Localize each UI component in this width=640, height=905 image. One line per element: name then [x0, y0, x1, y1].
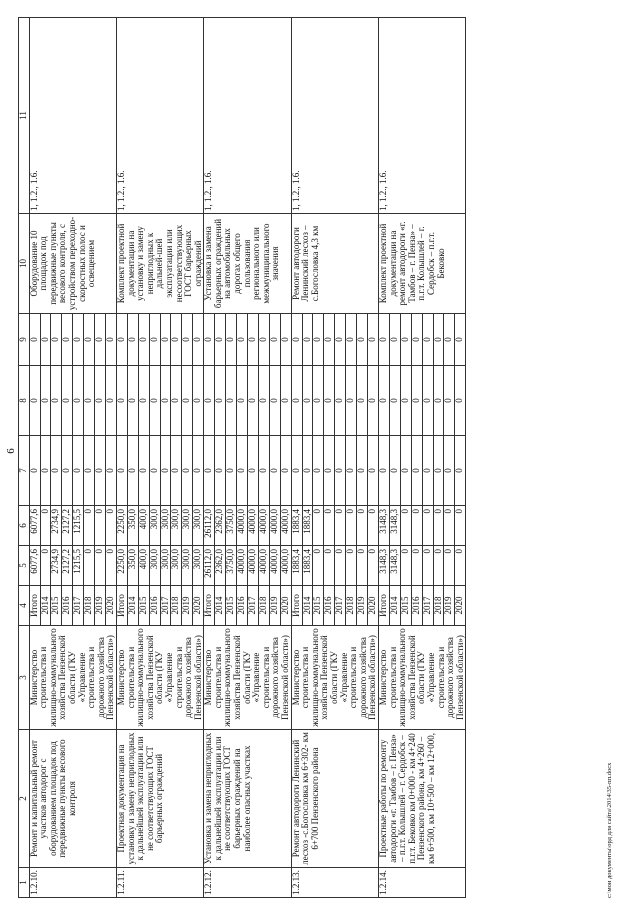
- executor-name: Министерство строительства и жилищно-коммунального хозяйства Пензенской области (ГКУ «Управление строительства и дорожного хозяйства Пензенской области»): [116, 626, 203, 730]
- total-funding-cell: 3148,3: [389, 546, 400, 586]
- other-sources-cell: 0: [237, 314, 248, 366]
- other-sources-cell: 0: [29, 314, 40, 366]
- federal-budget-cell: 0: [40, 436, 51, 506]
- measure-number: 1.2.12.: [204, 868, 291, 898]
- period-cell: 2015: [400, 586, 411, 626]
- federal-budget-cell: 0: [62, 436, 73, 506]
- regional-budget-cell: 2250,0: [116, 506, 127, 546]
- period-cell: Итого: [29, 586, 40, 626]
- regional-budget-cell: 4000,0: [237, 506, 248, 546]
- other-sources-cell: 0: [127, 314, 138, 366]
- total-funding-cell: 26112,0: [204, 546, 215, 586]
- local-budget-cell: 0: [40, 366, 51, 436]
- total-funding-cell: 300,0: [193, 546, 204, 586]
- local-budget-cell: 0: [280, 366, 291, 436]
- period-cell: Итого: [204, 586, 215, 626]
- total-funding-cell: 2734,9: [51, 546, 62, 586]
- period-cell: 2019: [269, 586, 280, 626]
- period-cell: 2017: [335, 586, 346, 626]
- total-funding-cell: 0: [40, 546, 51, 586]
- header-cell: 1: [19, 868, 30, 898]
- local-budget-cell: 0: [422, 366, 433, 436]
- period-cell: 2016: [411, 586, 422, 626]
- total-funding-cell: 4000,0: [237, 546, 248, 586]
- local-budget-cell: 0: [324, 366, 335, 436]
- other-sources-cell: 0: [302, 314, 313, 366]
- regional-budget-cell: 0: [346, 506, 357, 546]
- regional-budget-cell: 0: [335, 506, 346, 546]
- federal-budget-cell: 0: [444, 436, 455, 506]
- federal-budget-cell: 0: [455, 436, 466, 506]
- header-cell: 4: [19, 586, 30, 626]
- other-sources-cell: 0: [367, 314, 378, 366]
- regional-budget-cell: 0: [40, 506, 51, 546]
- regional-budget-cell: 1883,4: [302, 506, 313, 546]
- total-funding-cell: 300,0: [160, 546, 171, 586]
- period-cell: Итого: [116, 586, 127, 626]
- federal-budget-cell: 0: [226, 436, 237, 506]
- regional-budget-cell: 300,0: [171, 506, 182, 546]
- period-cell: 2016: [237, 586, 248, 626]
- other-sources-cell: 0: [149, 314, 160, 366]
- local-budget-cell: 0: [346, 366, 357, 436]
- regional-budget-cell: 2734,9: [51, 506, 62, 546]
- local-budget-cell: 0: [182, 366, 193, 436]
- regional-budget-cell: 300,0: [149, 506, 160, 546]
- period-cell: 2020: [105, 586, 116, 626]
- local-budget-cell: 0: [73, 366, 84, 436]
- total-funding-cell: 0: [313, 546, 324, 586]
- other-sources-cell: 0: [280, 314, 291, 366]
- local-budget-cell: 0: [95, 366, 106, 436]
- other-sources-cell: 0: [433, 314, 444, 366]
- local-budget-cell: 0: [51, 366, 62, 436]
- total-funding-cell: 300,0: [182, 546, 193, 586]
- measure-name: Ремонт и капитальный ремонт участков автодорог с оборудованием площадок под передвижные пункты весового контроля: [29, 730, 116, 868]
- federal-budget-cell: 0: [357, 436, 368, 506]
- regional-budget-cell: 300,0: [193, 506, 204, 546]
- other-sources-cell: 0: [62, 314, 73, 366]
- period-cell: Итого: [291, 586, 302, 626]
- regional-budget-cell: 4000,0: [280, 506, 291, 546]
- period-cell: 2019: [182, 586, 193, 626]
- federal-budget-cell: 0: [389, 436, 400, 506]
- local-budget-cell: 0: [357, 366, 368, 436]
- measure-number: 1.2.14.: [378, 868, 465, 898]
- regional-budget-cell: 300,0: [182, 506, 193, 546]
- other-sources-cell: 0: [378, 314, 389, 366]
- period-cell: 2014: [40, 586, 51, 626]
- local-budget-cell: 0: [193, 366, 204, 436]
- period-cell: 2020: [455, 586, 466, 626]
- other-sources-cell: 0: [269, 314, 280, 366]
- period-cell: 2015: [313, 586, 324, 626]
- regional-budget-cell: 3750,0: [226, 506, 237, 546]
- federal-budget-cell: 0: [280, 436, 291, 506]
- local-budget-cell: 0: [237, 366, 248, 436]
- period-cell: 2018: [171, 586, 182, 626]
- header-cell: 6: [19, 506, 30, 546]
- federal-budget-cell: 0: [400, 436, 411, 506]
- expected-result: Оборудование 10 площадок под передвижные пункты весового контроля, с устройством переходно-скоростных полос и освещением: [29, 214, 116, 314]
- period-cell: Итого: [378, 586, 389, 626]
- other-sources-cell: 0: [411, 314, 422, 366]
- measure-number: 1.2.11.: [116, 868, 203, 898]
- local-budget-cell: 0: [29, 366, 40, 436]
- federal-budget-cell: 0: [269, 436, 280, 506]
- local-budget-cell: 0: [171, 366, 182, 436]
- measure-name: Ремонт автодороги Ленинский лесхоз -с.Богословка км 6+302- км 6+700 Пензенского района: [291, 730, 378, 868]
- period-cell: 2020: [193, 586, 204, 626]
- program-table: [18, 17, 466, 898]
- other-sources-cell: 0: [204, 314, 215, 366]
- other-sources-cell: 0: [40, 314, 51, 366]
- federal-budget-cell: 0: [105, 436, 116, 506]
- regional-budget-cell: 3148,3: [378, 506, 389, 546]
- local-budget-cell: 0: [215, 366, 226, 436]
- federal-budget-cell: 0: [51, 436, 62, 506]
- local-budget-cell: 0: [302, 366, 313, 436]
- total-funding-cell: 0: [433, 546, 444, 586]
- local-budget-cell: 0: [411, 366, 422, 436]
- regional-budget-cell: 0: [444, 506, 455, 546]
- federal-budget-cell: 0: [237, 436, 248, 506]
- other-sources-cell: 0: [160, 314, 171, 366]
- page-number: 6: [4, 448, 17, 454]
- total-funding-cell: 4000,0: [247, 546, 258, 586]
- local-budget-cell: 0: [105, 366, 116, 436]
- other-sources-cell: 0: [171, 314, 182, 366]
- table-row: [29, 18, 40, 898]
- total-funding-cell: 4000,0: [269, 546, 280, 586]
- local-budget-cell: 0: [433, 366, 444, 436]
- indicator-link: 1, 1.2., 1.6.: [116, 18, 203, 214]
- regional-budget-cell: 0: [105, 506, 116, 546]
- header-cell: 11: [19, 18, 30, 214]
- total-funding-cell: 350,0: [127, 546, 138, 586]
- total-funding-cell: 300,0: [149, 546, 160, 586]
- period-cell: 2017: [160, 586, 171, 626]
- regional-budget-cell: 0: [411, 506, 422, 546]
- other-sources-cell: 0: [215, 314, 226, 366]
- regional-budget-cell: 2127,2: [62, 506, 73, 546]
- period-cell: 2015: [226, 586, 237, 626]
- local-budget-cell: 0: [291, 366, 302, 436]
- federal-budget-cell: 0: [302, 436, 313, 506]
- header-cell: 10: [19, 214, 30, 314]
- other-sources-cell: 0: [73, 314, 84, 366]
- header-cell: 2: [19, 730, 30, 868]
- other-sources-cell: 0: [247, 314, 258, 366]
- federal-budget-cell: 0: [422, 436, 433, 506]
- federal-budget-cell: 0: [258, 436, 269, 506]
- local-budget-cell: 0: [62, 366, 73, 436]
- indicator-link: 1, 1.2., 1.6.: [291, 18, 378, 214]
- header-cell: 5: [19, 546, 30, 586]
- expected-result: Ремонт автодороги Ленинский лесхоз – с.Богословка 4,3 км: [291, 214, 378, 314]
- local-budget-cell: 0: [84, 366, 95, 436]
- federal-budget-cell: 0: [127, 436, 138, 506]
- local-budget-cell: 0: [116, 366, 127, 436]
- table-row: [378, 18, 389, 898]
- other-sources-cell: 0: [51, 314, 62, 366]
- total-funding-cell: 0: [455, 546, 466, 586]
- local-budget-cell: 0: [160, 366, 171, 436]
- executor-name: Министерство строительства и жилищно-коммунального хозяйства Пензенской области (ГКУ «Управление строительства и дорожного хозяйства Пензенской области»): [29, 626, 116, 730]
- total-funding-cell: 0: [346, 546, 357, 586]
- total-funding-cell: 400,0: [138, 546, 149, 586]
- measure-name: Проектные работы по ремонту автодороги «г. Тамбов – г. Пенза» – п.г.т. Колышлей – г. Сердобск – п.г.т. Бековко км 0+000 - км 4+240 Пензенского района, км 4+260 – км 6+500, км 10+500 – км 12+000,: [378, 730, 465, 868]
- other-sources-cell: 0: [116, 314, 127, 366]
- expected-result: Комплект проектной документации на ремонт автодороги «г. Тамбов – г. Пенза» – п.г.т. Колышлей – г. Сердобск – п.г.т. Бековко: [378, 214, 465, 314]
- federal-budget-cell: 0: [73, 436, 84, 506]
- regional-budget-cell: 4000,0: [258, 506, 269, 546]
- federal-budget-cell: 0: [29, 436, 40, 506]
- regional-budget-cell: 0: [367, 506, 378, 546]
- local-budget-cell: 0: [258, 366, 269, 436]
- other-sources-cell: 0: [324, 314, 335, 366]
- regional-budget-cell: 300,0: [160, 506, 171, 546]
- period-cell: 2017: [247, 586, 258, 626]
- regional-budget-cell: 3148,3: [389, 506, 400, 546]
- regional-budget-cell: 0: [422, 506, 433, 546]
- rotated-page: [18, 18, 613, 898]
- other-sources-cell: 0: [389, 314, 400, 366]
- other-sources-cell: 0: [84, 314, 95, 366]
- local-budget-cell: 0: [389, 366, 400, 436]
- executor-name: Министерство строительства и жилищно-коммунального хозяйства Пензенской области (ГКУ «Управление строительства и дорожного хозяйства Пензенской области»): [378, 626, 465, 730]
- total-funding-cell: 2127,2: [62, 546, 73, 586]
- expected-result: Установка и замена барьерных ограждений на автомобильных дорогах общего пользования регионального или межмуниципального значения: [204, 214, 291, 314]
- period-cell: 2017: [422, 586, 433, 626]
- total-funding-cell: 0: [324, 546, 335, 586]
- header-cell: 9: [19, 314, 30, 366]
- total-funding-cell: 2362,0: [215, 546, 226, 586]
- table-body: [29, 18, 466, 898]
- other-sources-cell: 0: [346, 314, 357, 366]
- federal-budget-cell: 0: [215, 436, 226, 506]
- total-funding-cell: 2250,0: [116, 546, 127, 586]
- header-cell: 8: [19, 366, 30, 436]
- period-cell: 2018: [433, 586, 444, 626]
- expected-result: Комплект проектной документации на установку и замену неприглодных к дальней-шей эксплуатации или несоответствующих ГОСТ барьерных ограждений: [116, 214, 203, 314]
- local-budget-cell: 0: [378, 366, 389, 436]
- federal-budget-cell: 0: [84, 436, 95, 506]
- period-cell: 2014: [215, 586, 226, 626]
- period-cell: 2017: [73, 586, 84, 626]
- other-sources-cell: 0: [335, 314, 346, 366]
- other-sources-cell: 0: [444, 314, 455, 366]
- other-sources-cell: 0: [258, 314, 269, 366]
- total-funding-cell: 4000,0: [280, 546, 291, 586]
- local-budget-cell: 0: [127, 366, 138, 436]
- total-funding-cell: 3750,0: [226, 546, 237, 586]
- other-sources-cell: 0: [182, 314, 193, 366]
- period-cell: 2014: [127, 586, 138, 626]
- federal-budget-cell: 0: [116, 436, 127, 506]
- regional-budget-cell: 350,0: [127, 506, 138, 546]
- federal-budget-cell: 0: [204, 436, 215, 506]
- regional-budget-cell: 0: [400, 506, 411, 546]
- local-budget-cell: 0: [455, 366, 466, 436]
- table-row: [116, 18, 127, 898]
- federal-budget-cell: 0: [378, 436, 389, 506]
- total-funding-cell: 0: [357, 546, 368, 586]
- local-budget-cell: 0: [138, 366, 149, 436]
- indicator-link: 1, 1.2., 1.6.: [378, 18, 465, 214]
- regional-budget-cell: 0: [324, 506, 335, 546]
- period-cell: 2016: [149, 586, 160, 626]
- regional-budget-cell: 0: [84, 506, 95, 546]
- federal-budget-cell: 0: [95, 436, 106, 506]
- regional-budget-cell: 26112,0: [204, 506, 215, 546]
- regional-budget-cell: 1215,5: [73, 506, 84, 546]
- other-sources-cell: 0: [422, 314, 433, 366]
- other-sources-cell: 0: [455, 314, 466, 366]
- indicator-link: 1, 1.2., 1.6.: [29, 18, 116, 214]
- federal-budget-cell: 0: [324, 436, 335, 506]
- federal-budget-cell: 0: [433, 436, 444, 506]
- other-sources-cell: 0: [95, 314, 106, 366]
- federal-budget-cell: 0: [346, 436, 357, 506]
- total-funding-cell: 0: [422, 546, 433, 586]
- local-budget-cell: 0: [226, 366, 237, 436]
- total-funding-cell: 4000,0: [258, 546, 269, 586]
- other-sources-cell: 0: [193, 314, 204, 366]
- regional-budget-cell: 0: [455, 506, 466, 546]
- regional-budget-cell: 4000,0: [269, 506, 280, 546]
- regional-budget-cell: 0: [433, 506, 444, 546]
- period-cell: 2016: [324, 586, 335, 626]
- period-cell: 2020: [367, 586, 378, 626]
- measure-name: Проектная документация на установку и замену неприглодных к дальнейшей эксплуатации или не соответствующих ГОСТ барьерных ограждений: [116, 730, 203, 868]
- federal-budget-cell: 0: [291, 436, 302, 506]
- total-funding-cell: 0: [105, 546, 116, 586]
- period-cell: 2018: [84, 586, 95, 626]
- header-cell: 3: [19, 626, 30, 730]
- local-budget-cell: 0: [335, 366, 346, 436]
- other-sources-cell: 0: [105, 314, 116, 366]
- period-cell: 2015: [51, 586, 62, 626]
- federal-budget-cell: 0: [171, 436, 182, 506]
- other-sources-cell: 0: [313, 314, 324, 366]
- regional-budget-cell: 2362,0: [215, 506, 226, 546]
- federal-budget-cell: 0: [149, 436, 160, 506]
- total-funding-cell: 0: [444, 546, 455, 586]
- local-budget-cell: 0: [367, 366, 378, 436]
- federal-budget-cell: 0: [367, 436, 378, 506]
- period-cell: 2019: [444, 586, 455, 626]
- total-funding-cell: 0: [95, 546, 106, 586]
- local-budget-cell: 0: [400, 366, 411, 436]
- local-budget-cell: 0: [269, 366, 280, 436]
- total-funding-cell: 0: [367, 546, 378, 586]
- period-cell: 2016: [62, 586, 73, 626]
- federal-budget-cell: 0: [313, 436, 324, 506]
- federal-budget-cell: 0: [160, 436, 171, 506]
- table-row: [204, 18, 215, 898]
- total-funding-cell: 3148,3: [378, 546, 389, 586]
- local-budget-cell: 0: [313, 366, 324, 436]
- federal-budget-cell: 0: [193, 436, 204, 506]
- regional-budget-cell: 400,0: [138, 506, 149, 546]
- regional-budget-cell: 0: [357, 506, 368, 546]
- local-budget-cell: 0: [204, 366, 215, 436]
- total-funding-cell: 0: [400, 546, 411, 586]
- period-cell: 2014: [302, 586, 313, 626]
- federal-budget-cell: 0: [335, 436, 346, 506]
- other-sources-cell: 0: [400, 314, 411, 366]
- executor-name: Министерство строительства и жилищно-коммунального хозяйства Пензенской области (ГКУ «Управление строительства и дорожного хозяйства Пензенской области»): [291, 626, 378, 730]
- measure-name: Установка и замена неприглодных к дальнейшей эксплуатации или не соответствующих ГОСТ барьерных ограждений на наиболее опасных участках: [204, 730, 291, 868]
- table-header: [19, 18, 30, 898]
- total-funding-cell: 1883,4: [291, 546, 302, 586]
- measure-number: 1.2.13.: [291, 868, 378, 898]
- local-budget-cell: 0: [247, 366, 258, 436]
- federal-budget-cell: 0: [138, 436, 149, 506]
- federal-budget-cell: 0: [247, 436, 258, 506]
- period-cell: 2020: [280, 586, 291, 626]
- federal-budget-cell: 0: [182, 436, 193, 506]
- other-sources-cell: 0: [291, 314, 302, 366]
- file-path-footer: c:\мои документы\орд для сайта\2014\35-пп.docx: [606, 762, 613, 898]
- executor-name: Министерство строительства и жилищно-коммунального хозяйства Пензенской области (ГКУ «Управление строительства и дорожного хозяйства Пензенской области»): [204, 626, 291, 730]
- total-funding-cell: 0: [411, 546, 422, 586]
- period-cell: 2014: [389, 586, 400, 626]
- period-cell: 2018: [346, 586, 357, 626]
- total-funding-cell: 1883,4: [302, 546, 313, 586]
- period-cell: 2018: [258, 586, 269, 626]
- total-funding-cell: 0: [84, 546, 95, 586]
- regional-budget-cell: 0: [95, 506, 106, 546]
- other-sources-cell: 0: [138, 314, 149, 366]
- period-cell: 2019: [357, 586, 368, 626]
- total-funding-cell: 300,0: [171, 546, 182, 586]
- local-budget-cell: 0: [149, 366, 160, 436]
- header-cell: 7: [19, 436, 30, 506]
- period-cell: 2015: [138, 586, 149, 626]
- total-funding-cell: 1215,5: [73, 546, 84, 586]
- total-funding-cell: 6077,6: [29, 546, 40, 586]
- other-sources-cell: 0: [226, 314, 237, 366]
- federal-budget-cell: 0: [411, 436, 422, 506]
- table-row: [291, 18, 302, 898]
- regional-budget-cell: 1883,4: [291, 506, 302, 546]
- indicator-link: 1, 1.2., 1.6.: [204, 18, 291, 214]
- period-cell: 2019: [95, 586, 106, 626]
- other-sources-cell: 0: [357, 314, 368, 366]
- measure-number: 1.2.10.: [29, 868, 116, 898]
- regional-budget-cell: 0: [313, 506, 324, 546]
- regional-budget-cell: 4000,0: [247, 506, 258, 546]
- regional-budget-cell: 6077,6: [29, 506, 40, 546]
- total-funding-cell: 0: [335, 546, 346, 586]
- local-budget-cell: 0: [444, 366, 455, 436]
